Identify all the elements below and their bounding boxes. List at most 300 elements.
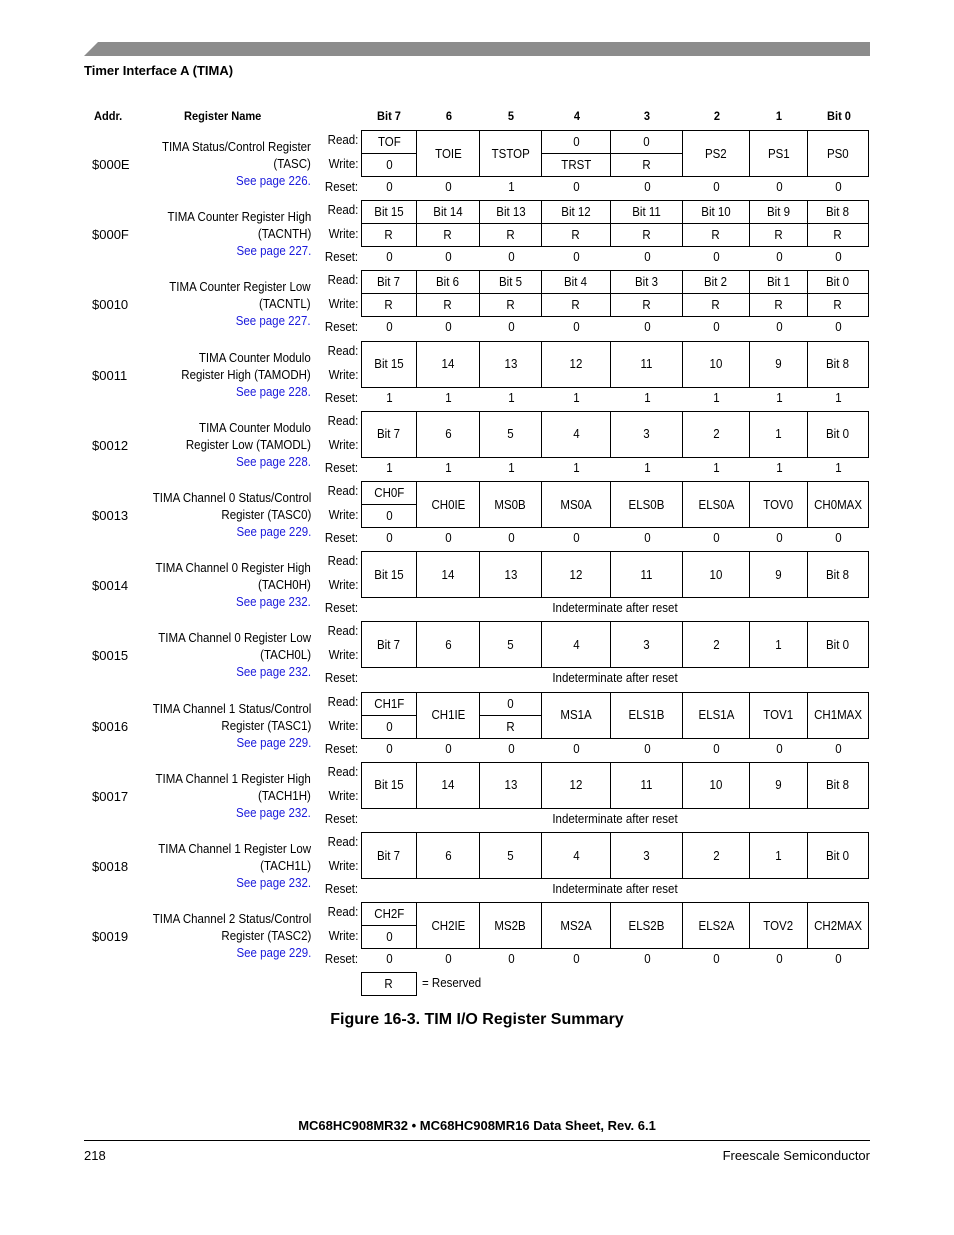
bit-cell <box>682 902 750 949</box>
bit-cell-label: 3 <box>643 637 650 652</box>
bit-write-label: R <box>833 298 843 313</box>
register-name-line: TIMA Counter Register High <box>167 210 311 225</box>
bit-cell-label: 6 <box>444 848 452 863</box>
bit-read-label: Bit 15 <box>374 205 404 220</box>
register-address: $0016 <box>92 718 129 734</box>
bit-cell-label: MS0A <box>560 497 592 512</box>
bit-cell <box>416 551 480 598</box>
reset-value <box>369 180 409 194</box>
register-name-line: TIMA Counter Modulo <box>199 350 311 365</box>
see-page-link[interactable]: See page 226. <box>236 174 311 188</box>
bit-read-label: Bit 7 <box>377 275 401 290</box>
register-name <box>152 490 311 541</box>
reset-value-text: 0 <box>775 741 783 756</box>
bit-read-cell <box>361 902 417 926</box>
register-name-header: Register Name <box>184 109 262 123</box>
register-name-line: (TASC) <box>273 157 311 171</box>
register-address: $0019 <box>92 929 129 945</box>
bit-cell <box>749 341 808 388</box>
bit-read-cell <box>479 270 542 294</box>
bit-write-label: 0 <box>385 930 393 945</box>
bit-cell-label: 10 <box>709 567 723 582</box>
bit-cell <box>610 411 683 458</box>
bit-read-label: Bit 10 <box>701 205 731 220</box>
reset-label: Reset: <box>324 811 358 826</box>
reset-label: Reset: <box>324 250 358 265</box>
bit-header: 4 <box>573 109 580 123</box>
reset-value <box>369 320 409 334</box>
bit-read-cell <box>610 130 683 154</box>
bit-read-cell <box>479 200 542 224</box>
bit-header: 2 <box>713 109 720 123</box>
bit-cell <box>479 551 542 598</box>
reset-value <box>819 391 859 405</box>
bit-cell <box>541 692 611 739</box>
reset-value-text: 0 <box>713 531 720 545</box>
bit-cell-label: Bit 0 <box>826 848 850 863</box>
bit-cell <box>541 411 611 458</box>
reset-value-text: 0 <box>835 180 842 194</box>
reset-value <box>557 320 597 334</box>
bit-cell <box>749 481 808 528</box>
reset-value <box>369 742 409 756</box>
reset-value-text: 1 <box>775 390 783 405</box>
bit-cell <box>749 411 808 458</box>
bit-cell <box>416 832 480 879</box>
bit-read-cell <box>749 270 808 294</box>
bit-read-cell <box>749 200 808 224</box>
bit-cell-label: ELS0B <box>628 497 665 512</box>
reset-label: Reset: <box>324 741 358 756</box>
reset-value <box>819 180 859 194</box>
bit-cell-label: 14 <box>441 357 455 372</box>
write-label: Write: <box>328 578 358 593</box>
reset-value-text: 0 <box>713 320 720 335</box>
register-name-line: (TACH1H) <box>258 788 311 803</box>
bit-cell-label: PS1 <box>767 146 790 161</box>
reset-value-text: 1 <box>835 390 842 405</box>
bit-cell-label: Bit 8 <box>826 567 850 582</box>
reset-value-text: 0 <box>445 250 452 265</box>
see-page-link[interactable]: See page 229. <box>236 525 311 539</box>
bit-cell <box>361 621 417 668</box>
reset-value <box>627 391 667 405</box>
bit-read-cell <box>361 481 417 505</box>
reset-value <box>429 250 469 264</box>
write-label: Write: <box>328 718 358 733</box>
reset-value <box>819 531 859 545</box>
bit-read-cell <box>541 130 611 154</box>
bit-cell <box>416 692 480 739</box>
register-name <box>181 350 311 401</box>
bit-cell <box>361 762 417 809</box>
reset-value-text: 0 <box>835 320 842 335</box>
reset-value-text: 0 <box>643 250 651 265</box>
bit-write-label: 0 <box>385 158 393 172</box>
bit-read-label: Bit 4 <box>564 275 588 290</box>
bit-read-cell <box>610 200 683 224</box>
reset-value <box>491 320 531 334</box>
bit-cell <box>807 341 869 388</box>
bit-cell <box>749 762 808 809</box>
bit-cell-label: 2 <box>712 427 720 442</box>
bit-cell-label: ELS1A <box>698 708 734 723</box>
reset-value <box>429 742 469 756</box>
write-label: Write: <box>328 648 358 663</box>
reset-value-text: 0 <box>835 952 842 967</box>
bit-read-label: Bit 14 <box>433 205 463 220</box>
reset-value-text: 0 <box>507 952 515 967</box>
reset-value-text: 0 <box>385 180 393 194</box>
reset-value-text: 0 <box>835 250 842 265</box>
reset-value-text: 0 <box>385 250 393 265</box>
bit-cell-label: 11 <box>640 778 653 793</box>
reset-value-text: 0 <box>713 952 720 967</box>
reset-indeterminate: Indeterminate after reset <box>552 601 678 616</box>
bit-cell-label: 12 <box>569 778 583 793</box>
bit-cell-label: 3 <box>643 848 650 863</box>
bit-header: Bit 7 <box>377 109 401 123</box>
reset-value <box>759 742 799 756</box>
bit-read-label: 0 <box>572 135 580 149</box>
register-name <box>162 139 311 190</box>
reset-value-text: 0 <box>507 741 515 756</box>
reset-value <box>697 180 737 194</box>
bit-write-label: R <box>833 228 843 243</box>
reset-value <box>491 531 531 545</box>
bit-read-label: Bit 11 <box>632 205 661 220</box>
bit-cell <box>682 692 750 739</box>
reset-value-text: 1 <box>713 460 720 475</box>
bit-write-label: R <box>506 228 515 243</box>
bit-cell <box>749 621 808 668</box>
reset-value-text: 0 <box>507 320 515 335</box>
bit-read-label: CH1F <box>373 696 405 711</box>
bit-cell <box>682 481 750 528</box>
reset-value-text: 1 <box>445 460 452 475</box>
see-page-link[interactable]: See page 227. <box>236 314 311 329</box>
see-page-link[interactable]: See page 232. <box>236 665 311 680</box>
bit-header: 5 <box>507 109 515 123</box>
see-page-link[interactable]: See page 232. <box>236 876 311 890</box>
bit-cell <box>807 411 869 458</box>
register-address: $0014 <box>92 578 129 594</box>
bit-cell <box>682 621 750 668</box>
reset-value-text: 0 <box>573 250 580 265</box>
register-name <box>158 841 311 892</box>
bit-cell <box>610 832 683 879</box>
reset-value <box>491 391 531 405</box>
bit-cell-label: Bit 0 <box>826 427 850 442</box>
bit-cell-label: CH0MAX <box>814 497 862 512</box>
register-name-line: Register (TASC0) <box>221 508 311 522</box>
register-name <box>158 630 311 681</box>
bit-write-label: R <box>571 228 581 243</box>
figure-caption: Figure 16-3. TIM I/O Register Summary <box>330 1011 624 1028</box>
bit-cell-label: 4 <box>572 427 580 442</box>
bit-cell-label: 9 <box>775 357 782 372</box>
write-label: Write: <box>328 437 358 452</box>
reset-value-text: 0 <box>835 741 842 756</box>
bit-cell-label: Bit 15 <box>374 778 404 793</box>
bit-write-cell <box>361 293 417 317</box>
bit-cell-label: CH2MAX <box>814 918 862 933</box>
bit-write-cell <box>541 223 611 247</box>
bit-write-cell <box>361 925 417 949</box>
read-label: Read: <box>327 484 358 498</box>
bit-write-cell <box>361 153 417 177</box>
bit-cell-label: Bit 15 <box>374 357 404 372</box>
reset-value <box>557 180 597 194</box>
reserved-legend-text: = Reserved <box>422 976 482 990</box>
reset-value <box>429 531 469 545</box>
bit-read-label: Bit 1 <box>766 275 790 290</box>
reset-value <box>627 461 667 475</box>
bit-read-label: 0 <box>643 135 650 149</box>
bit-read-label: Bit 3 <box>634 275 658 290</box>
bit-cell-label: CH0IE <box>431 497 465 512</box>
bit-cell-label: ELS2A <box>698 918 734 933</box>
reset-value-text: 0 <box>445 952 452 967</box>
reset-value <box>557 250 597 264</box>
write-label: Write: <box>328 508 358 522</box>
bit-cell-label: ELS0A <box>698 497 734 512</box>
reset-value <box>697 742 737 756</box>
reset-label: Reset: <box>324 952 358 967</box>
register-name-line: Register (TASC2) <box>221 929 311 944</box>
bit-cell-label: PS2 <box>705 146 727 161</box>
bit-cell-label: Bit 7 <box>377 427 401 442</box>
register-name-line: TIMA Counter Modulo <box>199 420 311 435</box>
register-name-line: Register (TASC1) <box>221 718 311 733</box>
bit-write-label: R <box>384 298 394 313</box>
bit-cell-label: TSTOP <box>491 146 530 161</box>
bit-cell-label: 6 <box>444 427 452 442</box>
register-address: $0012 <box>92 437 129 453</box>
bit-write-label: R <box>774 298 783 313</box>
reset-indeterminate: Indeterminate after reset <box>552 811 678 826</box>
bit-write-cell <box>479 293 542 317</box>
reset-label: Reset: <box>324 180 358 194</box>
read-label: Read: <box>327 273 358 288</box>
see-page-link[interactable]: See page 232. <box>236 595 311 610</box>
bit-cell-label: 13 <box>504 357 517 372</box>
bit-read-label: Bit 6 <box>436 275 460 290</box>
bit-read-cell <box>682 270 750 294</box>
reset-value <box>697 531 737 545</box>
bit-cell <box>807 762 869 809</box>
bit-write-label: R <box>774 228 783 243</box>
reset-value <box>819 742 859 756</box>
bit-write-cell <box>610 293 683 317</box>
reset-value-text: 0 <box>643 180 651 194</box>
bit-write-label: R <box>642 298 651 313</box>
reset-value <box>759 320 799 334</box>
register-name-line: TIMA Status/Control Register <box>162 140 311 154</box>
read-label: Read: <box>327 133 358 147</box>
reset-value <box>491 742 531 756</box>
bit-header: 3 <box>643 109 651 123</box>
reset-value <box>627 952 667 966</box>
reset-label: Reset: <box>324 531 358 545</box>
bit-write-label: TRST <box>560 158 592 172</box>
reset-value <box>697 952 737 966</box>
read-label: Read: <box>327 343 358 358</box>
bit-write-cell <box>361 223 417 247</box>
write-label: Write: <box>328 859 358 873</box>
bit-read-label: Bit 12 <box>561 205 591 220</box>
bit-read-cell <box>416 270 480 294</box>
register-name-line: TIMA Counter Register Low <box>169 280 311 295</box>
header-bar <box>84 42 870 56</box>
register-address: $0010 <box>92 297 129 313</box>
register-name-line: (TACH1L) <box>260 859 311 873</box>
write-label: Write: <box>328 227 358 242</box>
bit-read-label: Bit 2 <box>704 275 728 290</box>
reset-value-text: 0 <box>445 741 452 756</box>
see-page-link[interactable]: See page 232. <box>236 805 311 820</box>
read-label: Read: <box>327 694 358 709</box>
bit-write-cell <box>749 293 808 317</box>
reset-value <box>759 250 799 264</box>
bit-header: Bit 0 <box>826 109 851 123</box>
reset-value <box>759 531 799 545</box>
bit-read-cell <box>361 692 417 716</box>
bit-cell <box>479 481 542 528</box>
reset-label: Reset: <box>324 390 358 405</box>
register-name <box>152 911 311 962</box>
bit-cell <box>479 130 542 177</box>
register-name-line: TIMA Channel 0 Register High <box>155 561 311 576</box>
bit-cell <box>361 341 417 388</box>
bit-write-cell <box>416 293 480 317</box>
bit-cell-label: MS2B <box>494 918 527 933</box>
reset-value-text: 0 <box>775 531 783 545</box>
see-page-link[interactable]: See page 228. <box>236 384 311 399</box>
reset-value <box>429 180 469 194</box>
reset-value-text: 1 <box>445 390 452 405</box>
bit-cell <box>749 551 808 598</box>
reset-value-text: 0 <box>507 531 515 545</box>
bit-cell <box>416 481 480 528</box>
bit-cell <box>610 902 683 949</box>
reset-value <box>557 742 597 756</box>
bit-cell-label: 1 <box>775 848 782 863</box>
bit-write-cell <box>682 293 750 317</box>
addr-header: Addr. <box>94 109 123 123</box>
bit-cell <box>682 832 750 879</box>
bit-cell <box>416 130 480 177</box>
reset-value <box>627 180 667 194</box>
register-name <box>156 771 311 822</box>
register-address: $0011 <box>92 367 128 383</box>
reset-value <box>697 391 737 405</box>
bit-read-label: Bit 8 <box>826 205 850 220</box>
register-name-line: (TACNTL) <box>259 297 311 312</box>
bit-write-cell <box>541 153 611 177</box>
bit-read-label: CH0F <box>373 486 405 500</box>
reset-value-text: 1 <box>573 390 580 405</box>
bit-write-cell <box>807 293 869 317</box>
bit-cell <box>416 902 480 949</box>
see-page-link[interactable]: See page 228. <box>236 454 311 469</box>
bit-cell <box>807 130 869 177</box>
reset-value <box>491 952 531 966</box>
reset-value-text: 0 <box>713 741 720 756</box>
read-label: Read: <box>327 905 358 920</box>
bit-cell <box>610 692 683 739</box>
reset-label: Reset: <box>324 671 358 686</box>
reset-value <box>819 952 859 966</box>
bit-write-label: R <box>571 298 581 313</box>
reset-value-text: 0 <box>775 952 783 967</box>
bit-write-label: R <box>443 298 453 313</box>
register-name <box>152 701 311 752</box>
bit-write-label: R <box>506 719 515 734</box>
reset-value <box>557 531 597 545</box>
bit-read-cell <box>541 200 611 224</box>
write-label: Write: <box>328 157 358 171</box>
reset-value <box>819 320 859 334</box>
bit-read-label: TOF <box>377 135 401 149</box>
bit-read-label: CH2F <box>373 907 405 922</box>
reset-value-text: 0 <box>643 320 651 335</box>
bit-cell <box>610 481 683 528</box>
register-name <box>167 209 311 260</box>
read-label: Read: <box>327 764 358 779</box>
reset-value-text: 0 <box>573 741 580 756</box>
bit-read-label: Bit 0 <box>826 275 850 290</box>
bit-cell <box>749 130 808 177</box>
bit-cell-label: 2 <box>712 848 720 863</box>
register-name-line: TIMA Channel 1 Register Low <box>158 842 311 856</box>
reset-value <box>557 952 597 966</box>
bit-header: 1 <box>775 109 783 123</box>
register-name <box>170 279 311 330</box>
register-name-line: (TACH0L) <box>260 648 311 663</box>
bit-cell-label: 9 <box>775 567 782 582</box>
bit-cell <box>479 762 542 809</box>
see-page-link[interactable]: See page 229. <box>236 946 311 961</box>
bit-cell <box>361 411 417 458</box>
reset-value-text: 0 <box>385 741 393 756</box>
bit-write-label: R <box>711 228 721 243</box>
bit-write-cell <box>610 223 683 247</box>
bit-cell-label: 11 <box>640 357 653 372</box>
see-page-link[interactable]: See page 227. <box>236 244 311 259</box>
bit-write-cell <box>807 223 869 247</box>
bit-cell-label: 13 <box>504 778 517 793</box>
bit-read-label: Bit 13 <box>495 205 526 220</box>
register-name-line: (TACNTH) <box>257 227 311 242</box>
bit-cell-label: CH1IE <box>431 708 465 723</box>
register-name <box>186 420 311 471</box>
register-name-line: TIMA Channel 2 Status/Control <box>152 912 311 927</box>
reset-value <box>369 952 409 966</box>
reset-value <box>557 461 597 475</box>
reset-value-text: 0 <box>573 952 580 967</box>
bit-cell <box>479 902 542 949</box>
bit-cell <box>416 341 480 388</box>
reset-value <box>627 320 667 334</box>
bit-cell <box>541 832 611 879</box>
bit-read-label: Bit 9 <box>766 205 790 220</box>
reset-value-text: 0 <box>445 180 452 194</box>
bit-header: 6 <box>445 109 452 123</box>
bit-cell <box>749 832 808 879</box>
bit-cell-label: 3 <box>643 427 650 442</box>
see-page-link[interactable]: See page 229. <box>236 735 311 750</box>
